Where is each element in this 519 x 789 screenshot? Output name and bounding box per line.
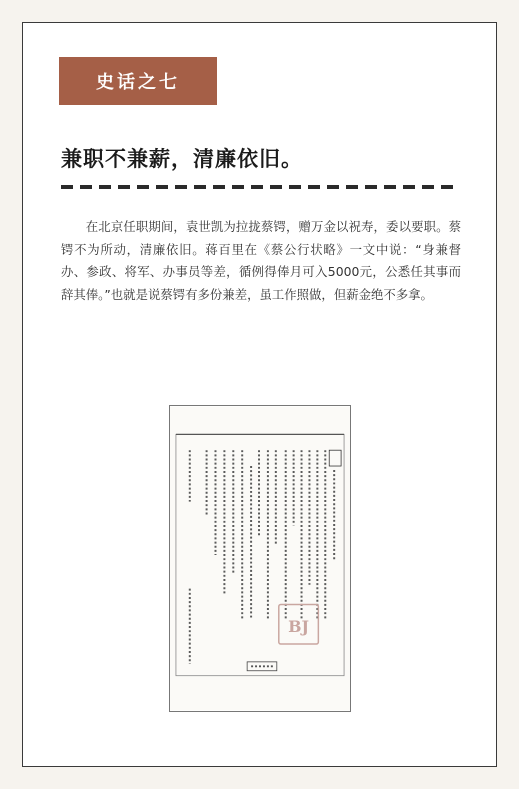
seal-text: BJ [288,617,310,637]
section-tag: 史话之七 [59,57,217,105]
article-paragraph: 在北京任职期间，袁世凯为拉拢蔡锷，赠万金以祝寿，委以要职。蔡锷不为所动，清廉依旧。蒋百里在《蔡公行状略》一文中说：“身兼督办、参政、将军、办事员等差，循例得俸月可入5000元，公悉任其事而辞其俸。”也就是说蔡锷有多份兼差，虽工作照做，但薪金绝不多拿。 [61,219,461,302]
article-title: 兼职不兼薪，清廉依旧。 [61,146,303,171]
document-scan [170,406,350,711]
dashed-divider [61,185,459,189]
historical-document-image [169,405,351,712]
content-frame [22,22,497,767]
